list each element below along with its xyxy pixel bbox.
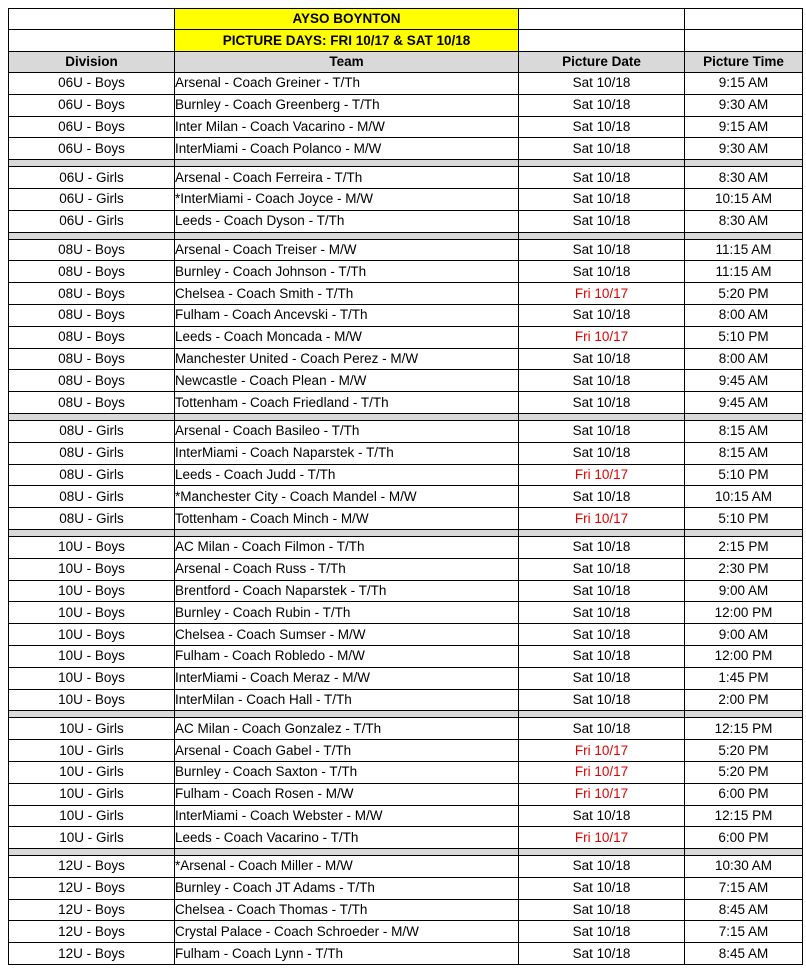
team-cell: Leeds - Coach Vacarino - T/Th [175, 827, 519, 849]
division-cell: 10U - Boys [9, 536, 175, 558]
picture-time-cell: 11:15 AM [685, 239, 803, 261]
division-cell: 06U - Boys [9, 94, 175, 116]
table-row [9, 210, 803, 232]
team-cell: Fulham - Coach Rosen - M/W [175, 783, 519, 805]
separator-cell [519, 529, 685, 536]
picture-date-cell: Sat 10/18 [519, 73, 685, 95]
team-cell: Newcastle - Coach Plean - M/W [175, 370, 519, 392]
division-cell: 10U - Girls [9, 827, 175, 849]
team-cell: Burnley - Coach Rubin - T/Th [175, 602, 519, 624]
table-row [9, 508, 803, 530]
picture-time-cell: 9:00 AM [685, 580, 803, 602]
table-row [9, 261, 803, 283]
picture-time-cell: 10:15 AM [685, 486, 803, 508]
separator-cell [175, 849, 519, 856]
picture-date-cell: Sat 10/18 [519, 239, 685, 261]
picture-date-cell: Sat 10/18 [519, 667, 685, 689]
picture-time-cell: 2:00 PM [685, 689, 803, 711]
table-row [9, 348, 803, 370]
header-picture-date: Picture Date [519, 52, 685, 73]
team-cell: Arsenal - Coach Treiser - M/W [175, 239, 519, 261]
picture-time-cell: 9:30 AM [685, 94, 803, 116]
picture-date-cell: Sat 10/18 [519, 921, 685, 943]
schedule-body [9, 73, 803, 965]
team-cell: Fulham - Coach Lynn - T/Th [175, 943, 519, 965]
picture-date-cell: Sat 10/18 [519, 805, 685, 827]
team-cell: Manchester United - Coach Perez - M/W [175, 348, 519, 370]
table-row [9, 761, 803, 783]
sheet-title: AYSO BOYNTON [175, 9, 519, 30]
team-cell: Burnley - Coach Greenberg - T/Th [175, 94, 519, 116]
picture-date-cell: Sat 10/18 [519, 856, 685, 878]
separator-cell [175, 160, 519, 167]
team-cell: Burnley - Coach Johnson - T/Th [175, 261, 519, 283]
picture-date-cell: Fri 10/17 [519, 508, 685, 530]
picture-date-cell: Sat 10/18 [519, 645, 685, 667]
team-cell: Chelsea - Coach Thomas - T/Th [175, 899, 519, 921]
picture-time-cell: 8:30 AM [685, 210, 803, 232]
team-cell: InterMiami - Coach Meraz - M/W [175, 667, 519, 689]
team-cell: Leeds - Coach Judd - T/Th [175, 464, 519, 486]
team-cell: InterMiami - Coach Webster - M/W [175, 805, 519, 827]
picture-date-cell: Sat 10/18 [519, 370, 685, 392]
separator-cell [9, 711, 175, 718]
table-row [9, 116, 803, 138]
division-cell: 08U - Boys [9, 304, 175, 326]
picture-time-cell: 10:15 AM [685, 188, 803, 210]
team-cell: AC Milan - Coach Gonzalez - T/Th [175, 718, 519, 740]
picture-time-cell: 1:45 PM [685, 667, 803, 689]
picture-date-cell: Sat 10/18 [519, 624, 685, 646]
picture-time-cell: 12:00 PM [685, 602, 803, 624]
group-separator [9, 232, 803, 239]
division-cell: 10U - Girls [9, 740, 175, 762]
picture-time-cell: 8:45 AM [685, 943, 803, 965]
separator-cell [175, 529, 519, 536]
table-row [9, 602, 803, 624]
picture-date-cell: Sat 10/18 [519, 392, 685, 414]
division-cell: 08U - Girls [9, 486, 175, 508]
picture-date-cell: Sat 10/18 [519, 602, 685, 624]
header-picture-time: Picture Time [685, 52, 803, 73]
picture-date-cell: Fri 10/17 [519, 740, 685, 762]
division-cell: 06U - Girls [9, 188, 175, 210]
division-cell: 10U - Boys [9, 602, 175, 624]
team-cell: Leeds - Coach Dyson - T/Th [175, 210, 519, 232]
picture-time-cell: 8:15 AM [685, 442, 803, 464]
separator-cell [685, 160, 803, 167]
division-cell: 12U - Boys [9, 877, 175, 899]
separator-cell [685, 849, 803, 856]
division-cell: 08U - Boys [9, 283, 175, 305]
picture-time-cell: 6:00 PM [685, 783, 803, 805]
picture-time-cell: 8:45 AM [685, 899, 803, 921]
picture-time-cell: 2:15 PM [685, 536, 803, 558]
separator-cell [519, 849, 685, 856]
picture-time-cell: 8:00 AM [685, 348, 803, 370]
picture-date-cell: Sat 10/18 [519, 261, 685, 283]
table-row [9, 326, 803, 348]
picture-time-cell: 9:45 AM [685, 370, 803, 392]
picture-date-cell: Sat 10/18 [519, 304, 685, 326]
group-separator [9, 849, 803, 856]
picture-time-cell: 7:15 AM [685, 921, 803, 943]
picture-time-cell: 5:10 PM [685, 464, 803, 486]
picture-time-cell: 10:30 AM [685, 856, 803, 878]
picture-date-cell: Fri 10/17 [519, 464, 685, 486]
table-row [9, 783, 803, 805]
picture-time-cell: 7:15 AM [685, 877, 803, 899]
division-cell: 12U - Boys [9, 899, 175, 921]
picture-time-cell: 9:15 AM [685, 116, 803, 138]
separator-cell [519, 711, 685, 718]
table-row [9, 442, 803, 464]
team-cell: Arsenal - Coach Basileo - T/Th [175, 420, 519, 442]
division-cell: 08U - Boys [9, 326, 175, 348]
division-cell: 10U - Boys [9, 580, 175, 602]
team-cell: Tottenham - Coach Minch - M/W [175, 508, 519, 530]
picture-date-cell: Fri 10/17 [519, 827, 685, 849]
picture-date-cell: Sat 10/18 [519, 943, 685, 965]
division-cell: 10U - Girls [9, 783, 175, 805]
picture-date-cell: Sat 10/18 [519, 167, 685, 189]
separator-cell [685, 232, 803, 239]
picture-time-cell: 9:00 AM [685, 624, 803, 646]
subtitle-blank-left [9, 30, 175, 52]
picture-date-cell: Fri 10/17 [519, 283, 685, 305]
division-cell: 08U - Boys [9, 239, 175, 261]
table-row [9, 827, 803, 849]
group-separator [9, 413, 803, 420]
table-row [9, 667, 803, 689]
table-row [9, 464, 803, 486]
separator-cell [9, 413, 175, 420]
picture-date-cell: Sat 10/18 [519, 188, 685, 210]
picture-time-cell: 5:20 PM [685, 283, 803, 305]
picture-time-cell: 12:15 PM [685, 718, 803, 740]
separator-cell [175, 711, 519, 718]
picture-time-cell: 8:15 AM [685, 420, 803, 442]
title-blank-left [9, 9, 175, 30]
division-cell: 08U - Boys [9, 261, 175, 283]
title-blank-right [519, 9, 685, 30]
sheet-subtitle: PICTURE DAYS: FRI 10/17 & SAT 10/18 [175, 30, 519, 52]
team-cell: Arsenal - Coach Gabel - T/Th [175, 740, 519, 762]
picture-time-cell: 5:10 PM [685, 508, 803, 530]
team-cell: Brentford - Coach Naparstek - T/Th [175, 580, 519, 602]
picture-date-cell: Fri 10/17 [519, 761, 685, 783]
picture-time-cell: 6:00 PM [685, 827, 803, 849]
separator-cell [519, 413, 685, 420]
division-cell: 12U - Boys [9, 921, 175, 943]
picture-time-cell: 2:30 PM [685, 558, 803, 580]
division-cell: 06U - Boys [9, 116, 175, 138]
division-cell: 10U - Girls [9, 718, 175, 740]
picture-date-cell: Sat 10/18 [519, 420, 685, 442]
separator-cell [685, 413, 803, 420]
table-row [9, 805, 803, 827]
team-cell: Crystal Palace - Coach Schroeder - M/W [175, 921, 519, 943]
table-row [9, 624, 803, 646]
picture-date-cell: Fri 10/17 [519, 326, 685, 348]
team-cell: Arsenal - Coach Russ - T/Th [175, 558, 519, 580]
team-cell: Leeds - Coach Moncada - M/W [175, 326, 519, 348]
picture-date-cell: Sat 10/18 [519, 689, 685, 711]
table-row [9, 943, 803, 965]
separator-cell [175, 232, 519, 239]
picture-date-cell: Sat 10/18 [519, 580, 685, 602]
picture-time-cell: 9:15 AM [685, 73, 803, 95]
table-row [9, 856, 803, 878]
table-row [9, 283, 803, 305]
table-row [9, 167, 803, 189]
division-cell: 10U - Girls [9, 805, 175, 827]
table-row [9, 740, 803, 762]
separator-cell [9, 232, 175, 239]
division-cell: 06U - Girls [9, 210, 175, 232]
team-cell: Inter Milan - Coach Vacarino - M/W [175, 116, 519, 138]
picture-date-cell: Sat 10/18 [519, 210, 685, 232]
team-cell: *Manchester City - Coach Mandel - M/W [175, 486, 519, 508]
separator-cell [685, 529, 803, 536]
picture-date-cell: Sat 10/18 [519, 558, 685, 580]
picture-time-cell: 12:15 PM [685, 805, 803, 827]
table-row [9, 718, 803, 740]
division-cell: 08U - Girls [9, 420, 175, 442]
header-division: Division [9, 52, 175, 73]
table-row [9, 420, 803, 442]
table-row [9, 536, 803, 558]
team-cell: *InterMiami - Coach Joyce - M/W [175, 188, 519, 210]
table-row [9, 370, 803, 392]
table-row [9, 877, 803, 899]
picture-time-cell: 5:20 PM [685, 761, 803, 783]
team-cell: InterMiami - Coach Polanco - M/W [175, 138, 519, 160]
team-cell: AC Milan - Coach Filmon - T/Th [175, 536, 519, 558]
subtitle-blank-far-right [685, 30, 803, 52]
team-cell: Arsenal - Coach Ferreira - T/Th [175, 167, 519, 189]
table-row [9, 239, 803, 261]
table-row [9, 392, 803, 414]
team-cell: Burnley - Coach JT Adams - T/Th [175, 877, 519, 899]
table-row [9, 486, 803, 508]
division-cell: 12U - Boys [9, 856, 175, 878]
team-cell: Chelsea - Coach Sumser - M/W [175, 624, 519, 646]
division-cell: 10U - Girls [9, 761, 175, 783]
division-cell: 10U - Boys [9, 667, 175, 689]
division-cell: 08U - Boys [9, 348, 175, 370]
separator-cell [519, 232, 685, 239]
table-row [9, 689, 803, 711]
division-cell: 10U - Boys [9, 645, 175, 667]
separator-cell [9, 160, 175, 167]
title-blank-far-right [685, 9, 803, 30]
division-cell: 06U - Boys [9, 138, 175, 160]
group-separator [9, 529, 803, 536]
table-row [9, 921, 803, 943]
separator-cell [9, 849, 175, 856]
table-row [9, 304, 803, 326]
picture-date-cell: Sat 10/18 [519, 348, 685, 370]
picture-date-cell: Sat 10/18 [519, 718, 685, 740]
picture-date-cell: Sat 10/18 [519, 536, 685, 558]
separator-cell [175, 413, 519, 420]
division-cell: 08U - Girls [9, 508, 175, 530]
picture-time-cell: 5:10 PM [685, 326, 803, 348]
division-cell: 12U - Boys [9, 943, 175, 965]
division-cell: 08U - Boys [9, 370, 175, 392]
division-cell: 08U - Boys [9, 392, 175, 414]
picture-time-cell: 5:20 PM [685, 740, 803, 762]
division-cell: 08U - Girls [9, 464, 175, 486]
division-cell: 06U - Boys [9, 73, 175, 95]
picture-schedule-table [8, 8, 803, 965]
table-row [9, 899, 803, 921]
picture-date-cell: Sat 10/18 [519, 94, 685, 116]
header-team: Team [175, 52, 519, 73]
table-row [9, 73, 803, 95]
picture-time-cell: 9:45 AM [685, 392, 803, 414]
division-cell: 10U - Boys [9, 624, 175, 646]
separator-cell [519, 160, 685, 167]
picture-date-cell: Sat 10/18 [519, 116, 685, 138]
team-cell: InterMiami - Coach Naparstek - T/Th [175, 442, 519, 464]
team-cell: Chelsea - Coach Smith - T/Th [175, 283, 519, 305]
team-cell: InterMilan - Coach Hall - T/Th [175, 689, 519, 711]
picture-date-cell: Sat 10/18 [519, 877, 685, 899]
picture-time-cell: 8:30 AM [685, 167, 803, 189]
team-cell: Fulham - Coach Ancevski - T/Th [175, 304, 519, 326]
table-row [9, 188, 803, 210]
picture-time-cell: 9:30 AM [685, 138, 803, 160]
picture-date-cell: Sat 10/18 [519, 899, 685, 921]
division-cell: 06U - Girls [9, 167, 175, 189]
group-separator [9, 711, 803, 718]
team-cell: Burnley - Coach Saxton - T/Th [175, 761, 519, 783]
team-cell: *Arsenal - Coach Miller - M/W [175, 856, 519, 878]
table-row [9, 94, 803, 116]
picture-date-cell: Sat 10/18 [519, 138, 685, 160]
picture-time-cell: 12:00 PM [685, 645, 803, 667]
team-cell: Fulham - Coach Robledo - M/W [175, 645, 519, 667]
picture-date-cell: Sat 10/18 [519, 442, 685, 464]
table-row [9, 558, 803, 580]
division-cell: 10U - Boys [9, 689, 175, 711]
picture-date-cell: Fri 10/17 [519, 783, 685, 805]
table-row [9, 580, 803, 602]
division-cell: 10U - Boys [9, 558, 175, 580]
group-separator [9, 160, 803, 167]
separator-cell [9, 529, 175, 536]
table-row [9, 645, 803, 667]
separator-cell [685, 711, 803, 718]
table-row [9, 138, 803, 160]
picture-time-cell: 8:00 AM [685, 304, 803, 326]
team-cell: Arsenal - Coach Greiner - T/Th [175, 73, 519, 95]
team-cell: Tottenham - Coach Friedland - T/Th [175, 392, 519, 414]
subtitle-blank-right [519, 30, 685, 52]
division-cell: 08U - Girls [9, 442, 175, 464]
picture-date-cell: Sat 10/18 [519, 486, 685, 508]
picture-time-cell: 11:15 AM [685, 261, 803, 283]
